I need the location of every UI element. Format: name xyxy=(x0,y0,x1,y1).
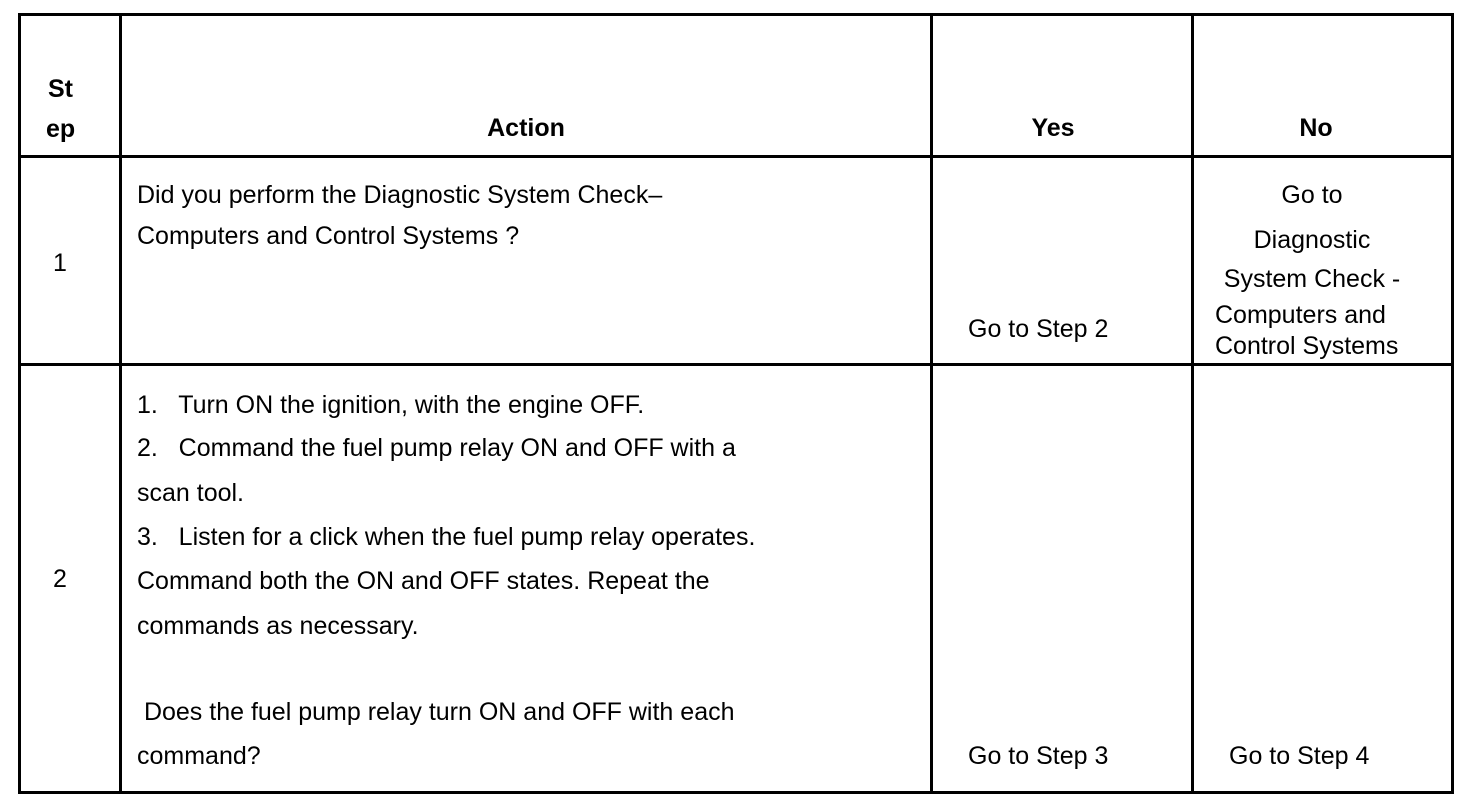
row2-no: Go to Step 4 xyxy=(1229,742,1370,770)
row1-action-line2: Computers and Control Systems ? xyxy=(137,222,520,250)
header-divider xyxy=(18,155,1454,158)
table-border-right xyxy=(1451,13,1454,794)
header-yes: Yes xyxy=(1031,114,1075,142)
row1-no-line5: Control Systems xyxy=(1215,332,1399,360)
row2-yes: Go to Step 3 xyxy=(968,742,1109,770)
row2-action-line8: command? xyxy=(137,742,261,770)
row-divider xyxy=(18,363,1454,366)
header-step-line1: St xyxy=(48,75,73,103)
row2-action-line2: 2. Command the fuel pump relay ON and OFF with a xyxy=(137,434,736,462)
table-border-left xyxy=(18,13,21,794)
header-action: Action xyxy=(487,114,565,142)
row1-no-line2: Diagnostic xyxy=(1253,226,1371,254)
row1-no-line4: Computers and xyxy=(1215,301,1386,329)
table-border-bottom xyxy=(18,791,1454,794)
row1-no-line3: System Check - xyxy=(1223,265,1401,293)
row2-action-line4: 3. Listen for a click when the fuel pump relay operates. xyxy=(137,523,756,551)
row2-action-line7: Does the fuel pump relay turn ON and OFF with each xyxy=(137,698,735,726)
header-step-line2: ep xyxy=(46,115,76,143)
row2-action-line3: scan tool. xyxy=(137,479,245,507)
row1-step: 1 xyxy=(53,249,67,277)
row1-no-line1: Go to xyxy=(1281,181,1343,209)
row1-action-line1: Did you perform the Diagnostic System Check– xyxy=(137,181,663,209)
row1-yes: Go to Step 2 xyxy=(968,315,1109,343)
table-border-top xyxy=(18,13,1454,16)
row2-action-line5: Command both the ON and OFF states. Repeat the xyxy=(137,567,710,595)
row2-step: 2 xyxy=(53,565,67,593)
header-no: No xyxy=(1299,114,1333,142)
row2-action-line1: 1. Turn ON the ignition, with the engine OFF. xyxy=(137,391,645,419)
row2-action-line6: commands as necessary. xyxy=(137,612,419,640)
